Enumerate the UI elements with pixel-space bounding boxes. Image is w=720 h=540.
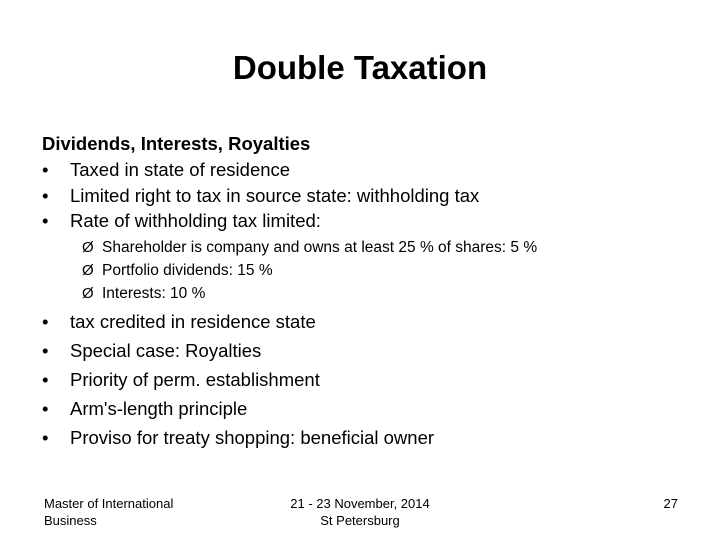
bullet-item [42,157,702,183]
bullet-text: Taxed in state of residence [70,159,291,180]
bullet-item [42,394,702,423]
sub-bullet-item [82,282,702,305]
arrow-bullet-icon: Ø [82,261,94,279]
arrow-bullet-icon: Ø [82,238,94,256]
bullet-item [42,336,702,365]
bullet-text: Limited right to tax in source state: withholding tax [70,184,480,206]
footer-program-line2: Business [44,513,97,528]
footer-program [44,495,214,529]
bullet-marker: • [42,184,49,206]
slide-content [42,131,702,452]
footer-date-location [260,495,460,529]
bullet-text: Priority of perm. establishment [70,368,320,390]
bullet-list-upper [42,157,702,234]
footer-date: 21 - 23 November, 2014 [290,496,430,511]
bullet-marker: • [42,426,49,448]
bullet-list-lower [42,307,702,452]
page-number: 27 [663,496,678,511]
sub-bullet-text: Interests: 10 % [102,284,206,302]
bullet-item [42,365,702,394]
bullet-item [42,423,702,452]
sub-bullet-text: Portfolio dividends: 15 % [102,261,273,279]
bullet-item [42,208,702,234]
bullet-marker: • [42,368,49,390]
bullet-item [42,307,702,336]
sub-bullet-item [82,259,702,282]
bullet-text: Proviso for treaty shopping: beneficial owner [70,426,435,448]
sub-bullet-list [42,236,702,305]
sub-bullet-item [82,236,702,259]
bullet-text: Special case: Royalties [70,339,262,361]
arrow-bullet-icon: Ø [82,284,94,302]
slide-title: Double Taxation [232,49,488,86]
bullet-marker: • [42,397,49,419]
bullet-marker: • [42,210,49,231]
bullet-marker: • [42,310,49,332]
bullet-text: Arm's-length principle [70,397,248,419]
footer-location: St Petersburg [320,513,400,528]
section-heading: Dividends, Interests, Royalties [42,133,311,154]
bullet-text: Rate of withholding tax limited: [70,210,321,231]
bullet-item [42,183,702,209]
sub-bullet-text: Shareholder is company and owns at least 25 % of shares: 5 % [102,238,538,256]
bullet-marker: • [42,339,49,361]
footer-program-line1: Master of International [44,496,174,511]
bullet-marker: • [42,159,49,180]
bullet-text: tax credited in residence state [70,310,316,332]
